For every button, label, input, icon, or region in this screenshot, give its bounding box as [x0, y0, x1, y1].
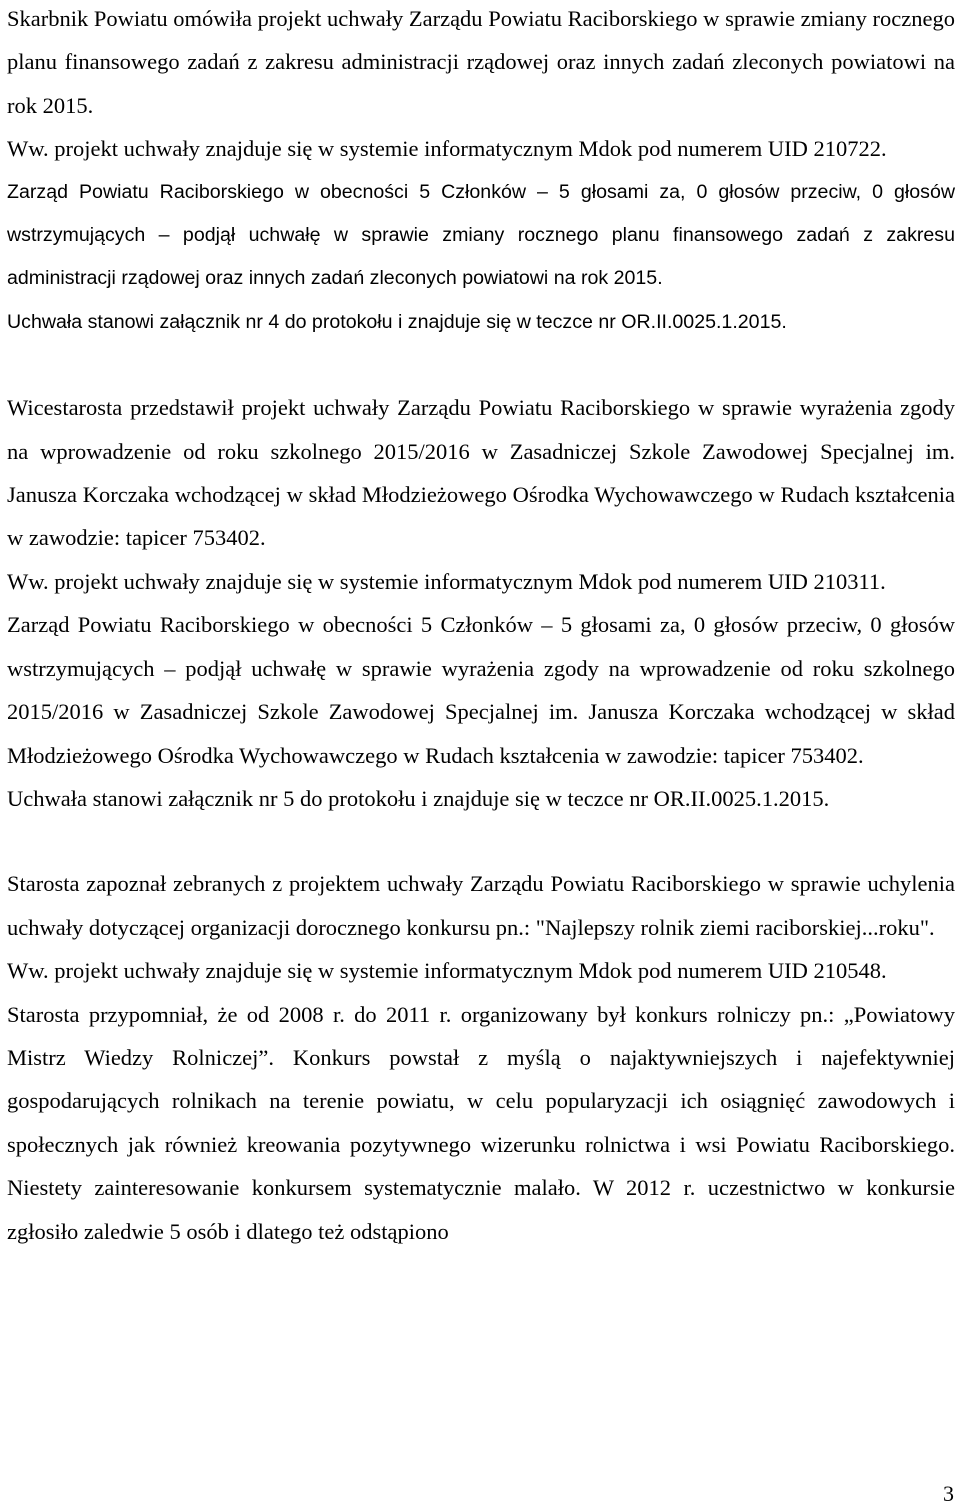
paragraph-uid-210722: Ww. projekt uchwały znajduje się w systemie informatycznym Mdok pod numerem UID 210722.: [7, 136, 887, 162]
paragraph-spacer: [7, 820, 955, 862]
paragraph-spacer: [7, 344, 955, 386]
paragraph-starosta-presentation: Starosta zapoznał zebranych z projektem uchwały Zarządu Powiatu Raciborskiego w sprawie uchylenia uchwały dotyczącej organizacji dorocznego konkursu pn.: "Najlepszy rolnik ziemi raciborskiej...roku".: [7, 871, 955, 940]
paragraph-uid-210548: Ww. projekt uchwały znajduje się w systemie informatycznym Mdok pod numerem UID 210548.: [7, 958, 887, 984]
paragraph-contest-history: Starosta przypomniał, że od 2008 r. do 2011 r. organizowany był konkurs rolniczy pn.: „Powiatowy Mistrz Wiedzy Rolniczej”. Konkurs powstał z myślą o najaktywniejszych i najefektywniej gospodarujących rolnikach na terenie powiatu, w celu popularyzacji ich osiągnięć zawodowych i społecznych jak również kreowania pozytywnego wizerunku rolnictwa i wsi Powiatu Raciborskiego. Niestety zainteresowanie konkursem systematycznie malało. W 2012 r. uczestnictwo w konkursie zgłosiło zaledwie 5 osób i dlatego też odstąpiono: [7, 1001, 955, 1244]
paragraph-skarbnik-presentation: Skarbnik Powiatu omówiła projekt uchwały Zarządu Powiatu Raciborskiego w sprawie zmiany rocznego planu finansowego zadań z zakresu administracji rządowej oraz innych zadań zleconych powiatowi na rok 2015.: [7, 6, 955, 118]
paragraph-attachment-4: Uchwała stanowi załącznik nr 4 do protokołu i znajduje się w teczce nr OR.II.0025.1.2015.: [7, 310, 787, 333]
paragraph-resolution-vote-1: Zarząd Powiatu Raciborskiego w obecności 5 Członków – 5 głosami za, 0 głosów przeciw, 0 głosów wstrzymujących – podjął uchwałę w sprawie zmiany rocznego planu finansowego zadań z zakresu administracji rządowej oraz innych zadań zleconych powiatowi na rok 2015.: [7, 180, 955, 290]
page-number: 3: [943, 1481, 954, 1506]
paragraph-attachment-5: Uchwała stanowi załącznik nr 5 do protokołu i znajduje się w teczce nr OR.II.0025.1.2015.: [7, 785, 830, 811]
paragraph-resolution-vote-2: Zarząd Powiatu Raciborskiego w obecności 5 Członków – 5 głosami za, 0 głosów przeciw, 0 głosów wstrzymujących – podjął uchwałę w sprawie wyrażenia zgody na wprowadzenie od roku szkolnego 2015/2016 w Zasadniczej Szkole Zawodowej Specjalnej im. Janusza Korczaka wchodzącej w skład Młodzieżowego Ośrodka Wychowawczego w Rudach kształcenia w zawodzie: tapicer 753402.: [7, 612, 955, 768]
paragraph-wicestarosta-presentation: Wicestarosta przedstawił projekt uchwały Zarządu Powiatu Raciborskiego w sprawie wyrażenia zgody na wprowadzenie od roku szkolnego 2015/2016 w Zasadniczej Szkole Zawodowej Specjalnej im. Janusza Korczaka wchodzącej w skład Młodzieżowego Ośrodka Wychowawczego w Rudach kształcenia w zawodzie: tapicer 753402.: [7, 395, 955, 551]
document-body: [7, 0, 955, 1253]
paragraph-uid-210311: Ww. projekt uchwały znajduje się w systemie informatycznym Mdok pod numerem UID 210311.: [7, 568, 886, 594]
